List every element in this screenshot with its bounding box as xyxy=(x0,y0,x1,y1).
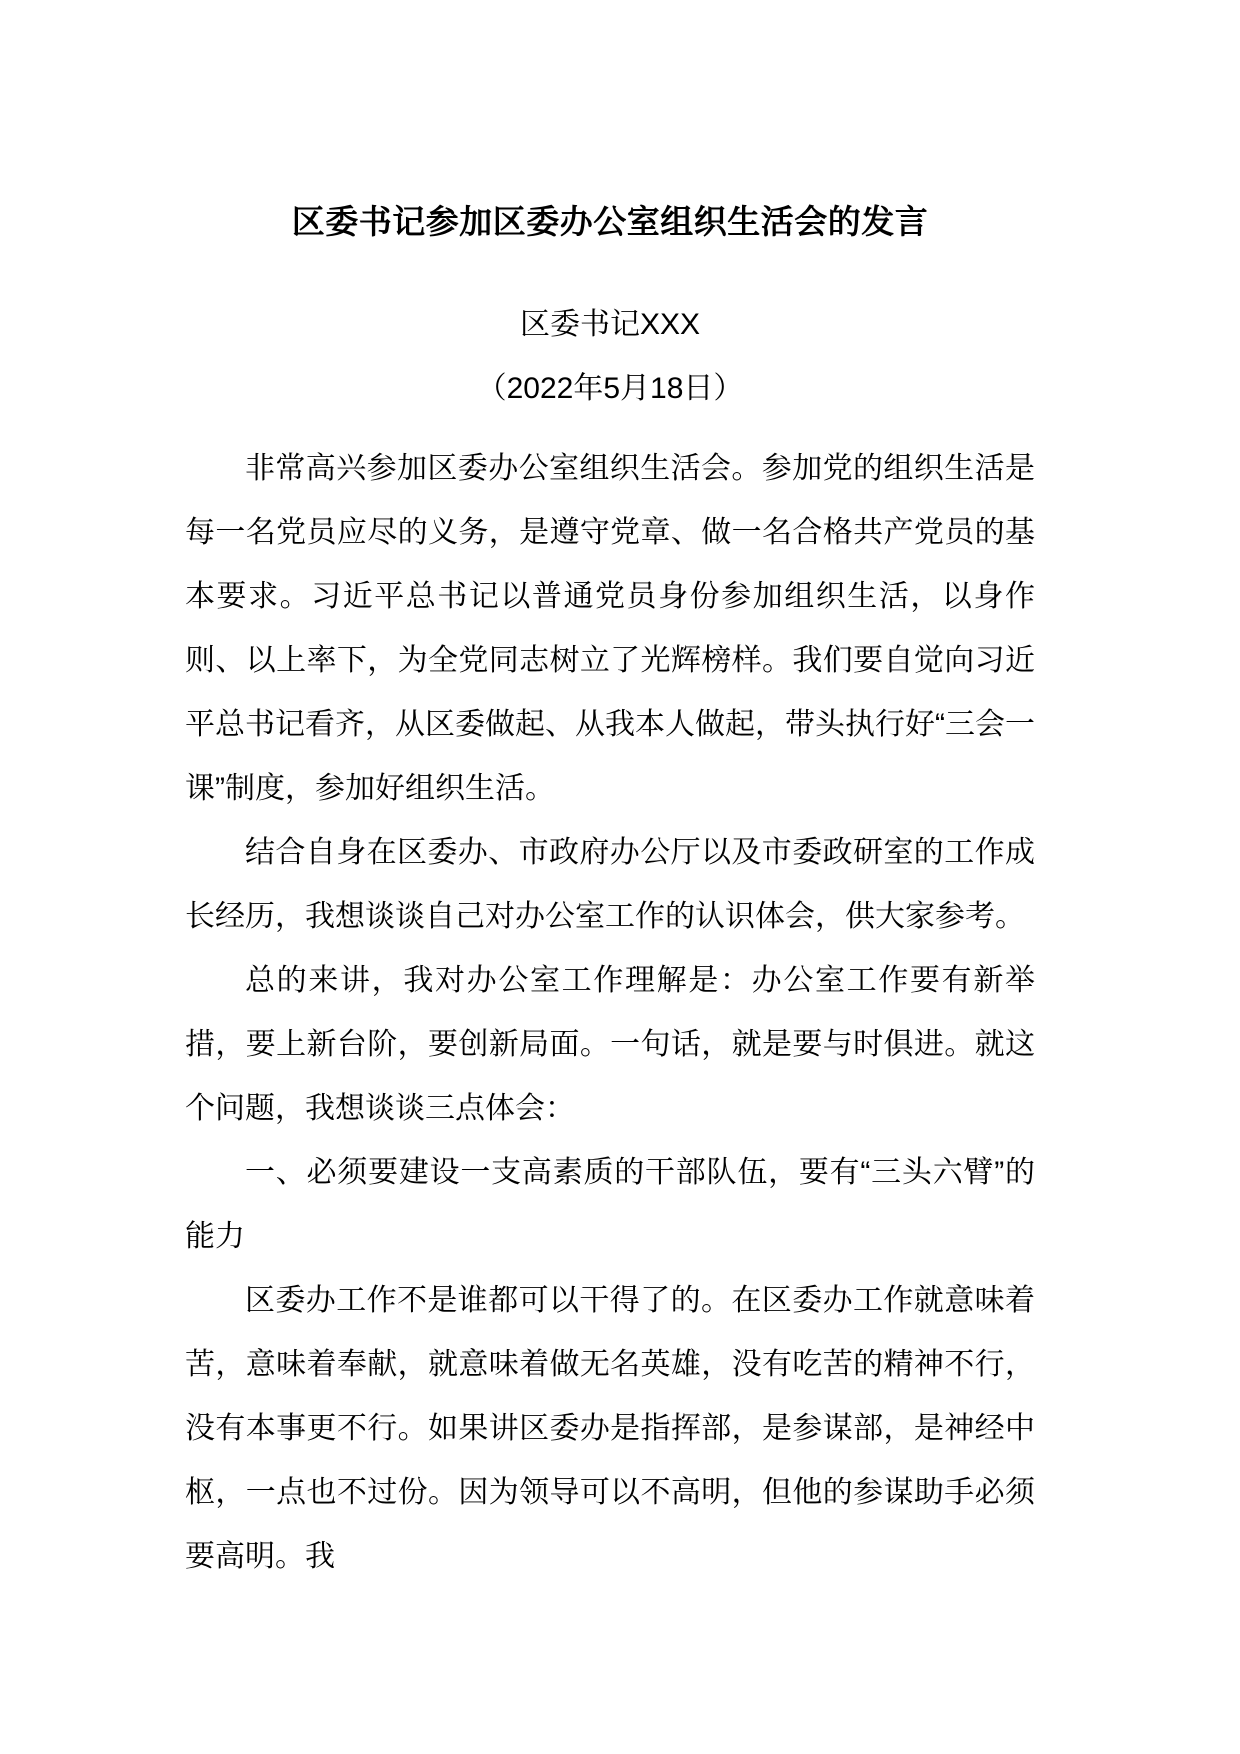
paragraph-3: 总的来讲，我对办公室工作理解是：办公室工作要有新举措，要上新台阶，要创新局面。一句话，就是要与时俱进。就这个问题，我想谈谈三点体会： xyxy=(185,964,1035,1125)
section-heading-1: 一、必须要建设一支高素质的干部队伍，要有“三头六臂”的能力 xyxy=(185,1156,1035,1253)
document-date: （2022年5月18日） xyxy=(476,372,744,405)
document-title: 区委书记参加区委办公室组织生活会的发言 xyxy=(291,203,929,240)
paragraph-4: 区委办工作不是谁都可以干得了的。在区委办工作就意味着苦，意味着奉献，就意味着做无名英雄，没有吃苦的精神不行，没有本事更不行。如果讲区委办是指挥部，是参谋部，是神经中枢，一点也不过份。因为领导可以不高明，但他的参谋助手必须要高明。我 xyxy=(185,1284,1035,1573)
paragraph-2: 结合自身在区委办、市政府办公厅以及市委政研室的工作成长经历，我想谈谈自己对办公室工作的认识体会，供大家参考。 xyxy=(185,836,1035,933)
document-author: 区委书记XXX xyxy=(519,308,701,341)
document-body xyxy=(185,437,1035,1589)
paragraph-1: 非常高兴参加区委办公室组织生活会。参加党的组织生活是每一名党员应尽的义务，是遵守党章、做一名合格共产党员的基本要求。习近平总书记以普通党员身份参加组织生活，以身作则、以上率下，为全党同志树立了光辉榜样。我们要自觉向习近平总书记看齐，从区委做起、从我本人做起，带头执行好“三会一课”制度，参加好组织生活。 xyxy=(185,452,1035,805)
